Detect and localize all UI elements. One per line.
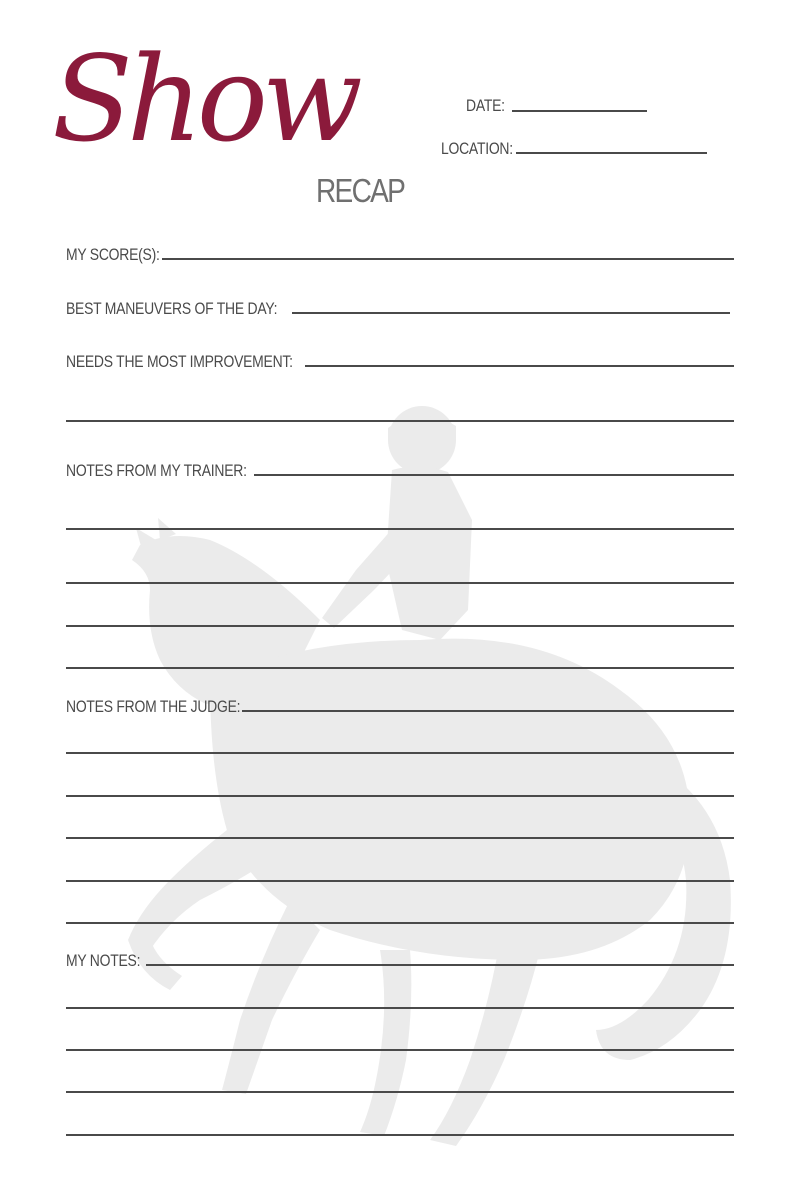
trainer-notes-field-line[interactable] xyxy=(254,474,734,476)
needs-improvement-extra-line[interactable] xyxy=(66,420,734,422)
title-subtitle: RECAP xyxy=(316,172,405,209)
scores-field-line[interactable] xyxy=(162,258,734,260)
judge-notes-line[interactable] xyxy=(66,922,734,924)
judge-notes-field-line[interactable] xyxy=(242,710,734,712)
needs-improvement-field-line[interactable] xyxy=(305,365,734,367)
trainer-notes-line[interactable] xyxy=(66,582,734,584)
trainer-notes-line[interactable] xyxy=(66,528,734,530)
judge-notes-line[interactable] xyxy=(66,880,734,882)
scores-label: MY SCORE(S): xyxy=(66,245,160,264)
best-maneuvers-field-line[interactable] xyxy=(292,312,730,314)
my-notes-line[interactable] xyxy=(66,1007,734,1009)
trainer-notes-label: NOTES FROM MY TRAINER: xyxy=(66,461,247,480)
my-notes-label: MY NOTES: xyxy=(66,951,141,970)
location-label: LOCATION: xyxy=(441,139,513,158)
trainer-notes-line[interactable] xyxy=(66,625,734,627)
title-script: Show xyxy=(52,30,357,168)
best-maneuvers-label: BEST MANEUVERS OF THE DAY: xyxy=(66,299,278,318)
date-field-line[interactable] xyxy=(512,110,647,112)
needs-improvement-label: NEEDS THE MOST IMPROVEMENT: xyxy=(66,352,293,371)
my-notes-line[interactable] xyxy=(66,1049,734,1051)
judge-notes-label: NOTES FROM THE JUDGE: xyxy=(66,697,241,716)
my-notes-line[interactable] xyxy=(66,1134,734,1136)
judge-notes-line[interactable] xyxy=(66,752,734,754)
trainer-notes-line[interactable] xyxy=(66,667,734,669)
judge-notes-line[interactable] xyxy=(66,795,734,797)
my-notes-line[interactable] xyxy=(66,1091,734,1093)
location-field-line[interactable] xyxy=(516,152,707,154)
judge-notes-line[interactable] xyxy=(66,837,734,839)
my-notes-field-line[interactable] xyxy=(146,964,734,966)
date-label: DATE: xyxy=(466,96,505,115)
